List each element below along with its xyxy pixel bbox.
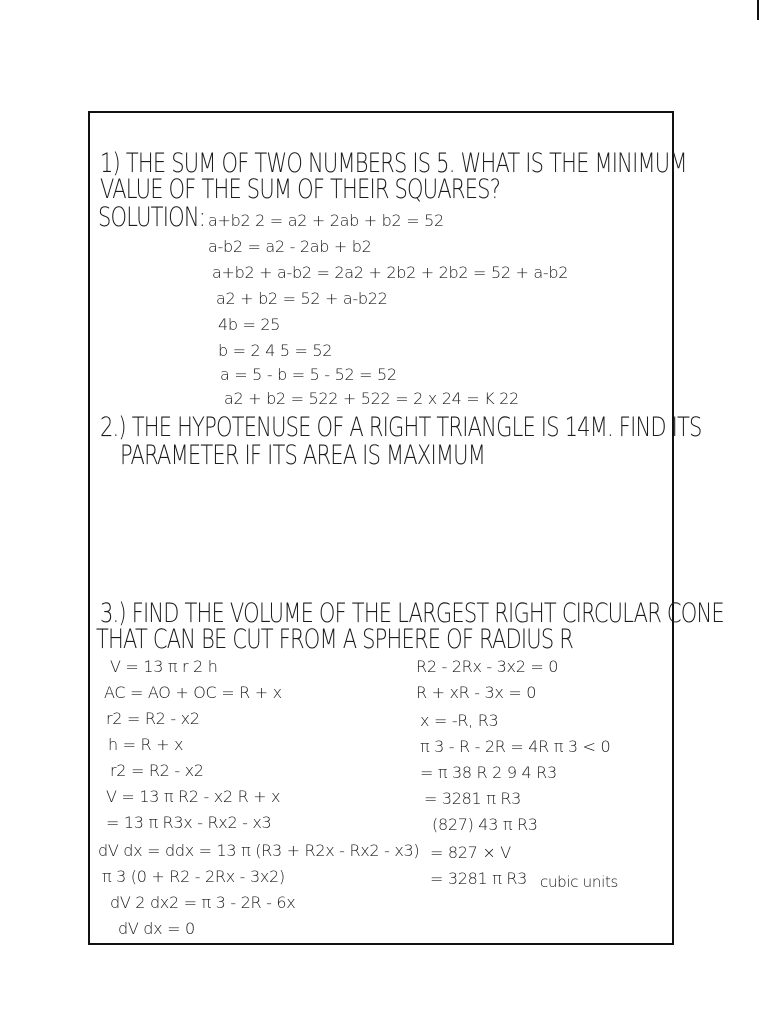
problem-1-line-1: 1) THE SUM OF TWO NUMBERS IS 5. WHAT IS THE MINIMUM (100, 148, 687, 178)
problem-3-left-step: h = R + x (108, 735, 184, 754)
problem-3-left-step: r2 = R2 - x2 (106, 709, 200, 728)
problem-3-left-step: π 3 (0 + R2 - 2Rx - 3x2) (102, 867, 285, 886)
problem-3-right-step: π 3 - R - 2R = 4R π 3 < 0 (420, 737, 611, 756)
problem-2-line-1: 2.) THE HYPOTENUSE OF A RIGHT TRIANGLE IS 14M. FIND ITS (100, 412, 702, 442)
problem-3-right-step: x = -R, R3 (420, 711, 499, 730)
problem-3-right-step: (827) 43 π R3 (432, 815, 538, 834)
problem-3-right-step: = 3281 π R3 (424, 789, 522, 808)
problem-3-left-step: V = 13 π r 2 h (110, 657, 218, 676)
problem-3-left-step: dV dx = 0 (118, 919, 195, 938)
problem-3-right-step: = 3281 π R3 (430, 869, 528, 888)
problem-1-step: b = 2 4 5 = 52 (218, 341, 333, 360)
problem-3-line-2: THAT CAN BE CUT FROM A SPHERE OF RADIUS R (96, 624, 574, 654)
problem-3-left-step: dV dx = ddx = 13 π (R3 + R2x - Rx2 - x3) (98, 841, 420, 860)
problem-3-left-step: dV 2 dx2 = π 3 - 2R - 6x (110, 893, 296, 912)
problem-3-left-step: = 13 π R3x - Rx2 - x3 (106, 813, 272, 832)
problem-3-right-step: = 827 × V (430, 843, 511, 862)
problem-1-step: a2 + b2 = 52 + a-b22 (216, 289, 388, 308)
solution-label: SOLUTION: (98, 202, 206, 232)
problem-1-step: a2 + b2 = 522 + 522 = 2 x 24 = K 22 (224, 389, 519, 408)
problem-1-line-2: VALUE OF THE SUM OF THEIR SQUARES? (100, 174, 501, 204)
units-note: cubic units (540, 873, 619, 891)
problem-2-line-2: PARAMETER IF ITS AREA IS MAXIMUM (120, 440, 486, 470)
problem-3-left-step: V = 13 π R2 - x2 R + x (106, 787, 281, 806)
problem-3-right-step: = π 38 R 2 9 4 R3 (420, 763, 557, 782)
scan-edge-mark (757, 0, 759, 20)
problem-3-right-step: R2 - 2Rx - 3x2 = 0 (416, 657, 559, 676)
problem-1-step: a+b2 + a-b2 = 2a2 + 2b2 + 2b2 = 52 + a-b2 (212, 263, 569, 282)
worksheet-page (88, 111, 724, 945)
problem-1-step: a = 5 - b = 5 - 52 = 52 (220, 365, 397, 384)
problem-1-step: a+b2 2 = a2 + 2ab + b2 = 52 (208, 211, 444, 230)
problem-3-left-step: r2 = R2 - x2 (110, 761, 204, 780)
problem-1-step: a-b2 = a2 - 2ab + b2 (208, 237, 372, 256)
problem-3-left-step: AC = AO + OC = R + x (104, 683, 282, 702)
problem-3-line-1: 3.) FIND THE VOLUME OF THE LARGEST RIGHT CIRCULAR CONE (100, 598, 724, 628)
problem-1-step: 4b = 25 (218, 315, 281, 334)
problem-3-right-step: R + xR - 3x = 0 (416, 683, 537, 702)
